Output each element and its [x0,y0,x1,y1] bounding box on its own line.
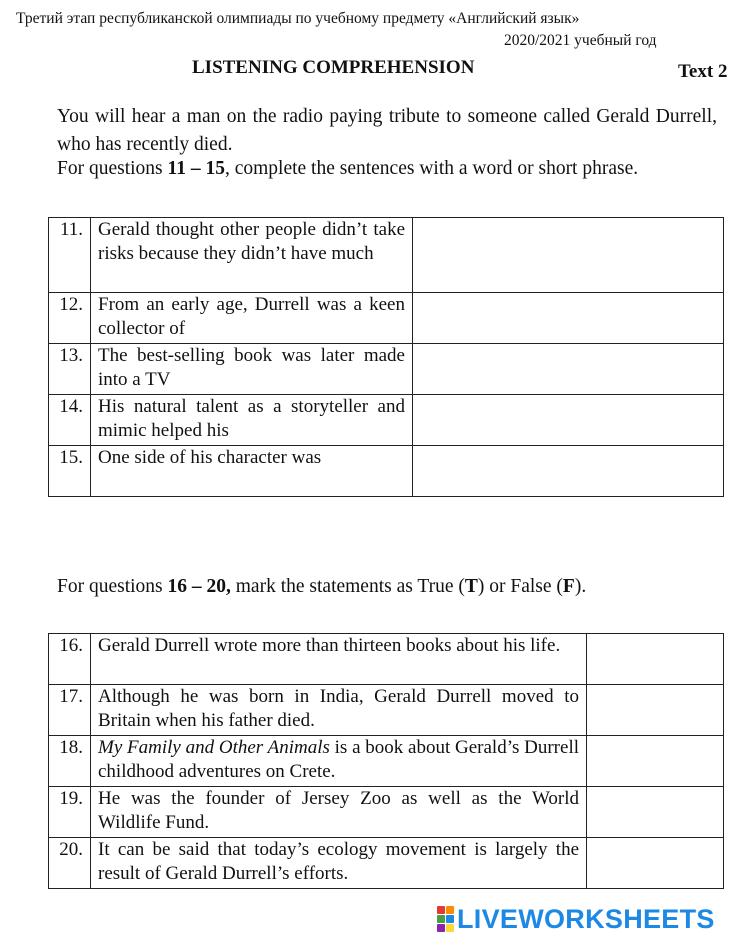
tf-answer-cell[interactable] [587,634,724,685]
question-row [49,344,724,395]
intro-paragraph [57,103,717,159]
instr2-range: 16 – 20, [167,576,231,597]
answer-cell[interactable] [413,344,724,395]
page-title: LISTENING COMPREHENSION [192,57,475,78]
intro-text: You will hear a man on the radio paying tribute to someone called Gerald Durrell, who has recently died. [57,106,717,155]
question-row [49,218,724,293]
questions-11-15-table [48,217,724,497]
logo-square [446,915,454,923]
question-row [49,446,724,497]
instructions-11-15 [57,158,638,180]
question-number: 11. [49,218,91,293]
tf-input-19[interactable] [587,787,723,837]
tf-answer-cell[interactable] [587,787,724,838]
statement-row [49,634,724,685]
question-text: From an early age, Durrell was a keen collector of [91,293,413,344]
text-label: Text 2 [678,61,728,82]
liveworksheets-logo [437,904,715,934]
statement-number: 19. [49,787,91,838]
logo-square [446,906,454,914]
statement-text: He was the founder of Jersey Zoo as well as the World Wildlife Fund. [91,787,587,838]
question-text: One side of his character was [91,446,413,497]
statement-row [49,736,724,787]
question-number: 15. [49,446,91,497]
instr2-end: ). [574,576,587,597]
logo-wordmark: LIVEWORKSHEETS [457,903,715,934]
tf-answer-cell[interactable] [587,685,724,736]
instructions-16-20 [57,576,586,598]
instr2-prefix: For questions [57,576,168,597]
question-text: Gerald thought other people didn’t take risks because they didn’t have much [91,218,413,293]
question-number: 14. [49,395,91,446]
tf-answer-cell[interactable] [587,736,724,787]
questions-16-20-table [48,633,724,889]
instr-prefix: For questions [57,158,168,179]
statement-number: 16. [49,634,91,685]
true-letter: T [464,576,478,597]
statement-text: Gerald Durrell wrote more than thirteen books about his life. [91,634,587,685]
statement-row [49,685,724,736]
statement-text-rest: is a book about Gerald’s Durrell childhood adventures on Crete. [98,737,579,782]
question-text: The best-selling book was later made into a TV [91,344,413,395]
book-title: My Family and Other Animals [98,737,330,758]
tf-input-16[interactable] [587,634,723,684]
tf-input-20[interactable] [587,838,723,888]
logo-square [437,924,445,932]
instr2-mid: mark the statements as True ( [230,576,465,597]
answer-input-12[interactable] [413,293,723,343]
answer-input-14[interactable] [413,395,723,445]
statement-number: 17. [49,685,91,736]
answer-input-15[interactable] [413,446,723,496]
olympiad-header-line: Третий этап республиканской олимпиады по учебному предмету «Английский язык» [16,10,580,27]
answer-cell[interactable] [413,395,724,446]
tf-answer-cell[interactable] [587,838,724,889]
answer-cell[interactable] [413,446,724,497]
answer-input-11[interactable] [413,218,723,292]
school-year: 2020/2021 учебный год [504,32,657,49]
question-row [49,395,724,446]
statement-number: 20. [49,838,91,889]
answer-cell[interactable] [413,218,724,293]
instr-range: 11 – 15 [167,158,225,179]
tf-input-17[interactable] [587,685,723,735]
answer-input-13[interactable] [413,344,723,394]
answer-cell[interactable] [413,293,724,344]
statement-text [91,736,587,787]
instr2-mid2: ) or False ( [477,576,563,597]
statement-row [49,787,724,838]
question-row [49,293,724,344]
question-number: 12. [49,293,91,344]
logo-square [437,906,445,914]
liveworksheets-logo-icon [437,906,454,932]
false-letter: F [562,576,575,597]
statement-text: It can be said that today’s ecology movement is largely the result of Gerald Durrell’s efforts. [91,838,587,889]
statement-number: 18. [49,736,91,787]
statement-row [49,838,724,889]
logo-square [437,915,445,923]
statement-text: Although he was born in India, Gerald Durrell moved to Britain when his father died. [91,685,587,736]
question-text: His natural talent as a storyteller and mimic helped his [91,395,413,446]
instr-suffix: , complete the sentences with a word or short phrase. [224,158,639,179]
question-number: 13. [49,344,91,395]
tf-input-18[interactable] [587,736,723,786]
logo-square [446,924,454,932]
